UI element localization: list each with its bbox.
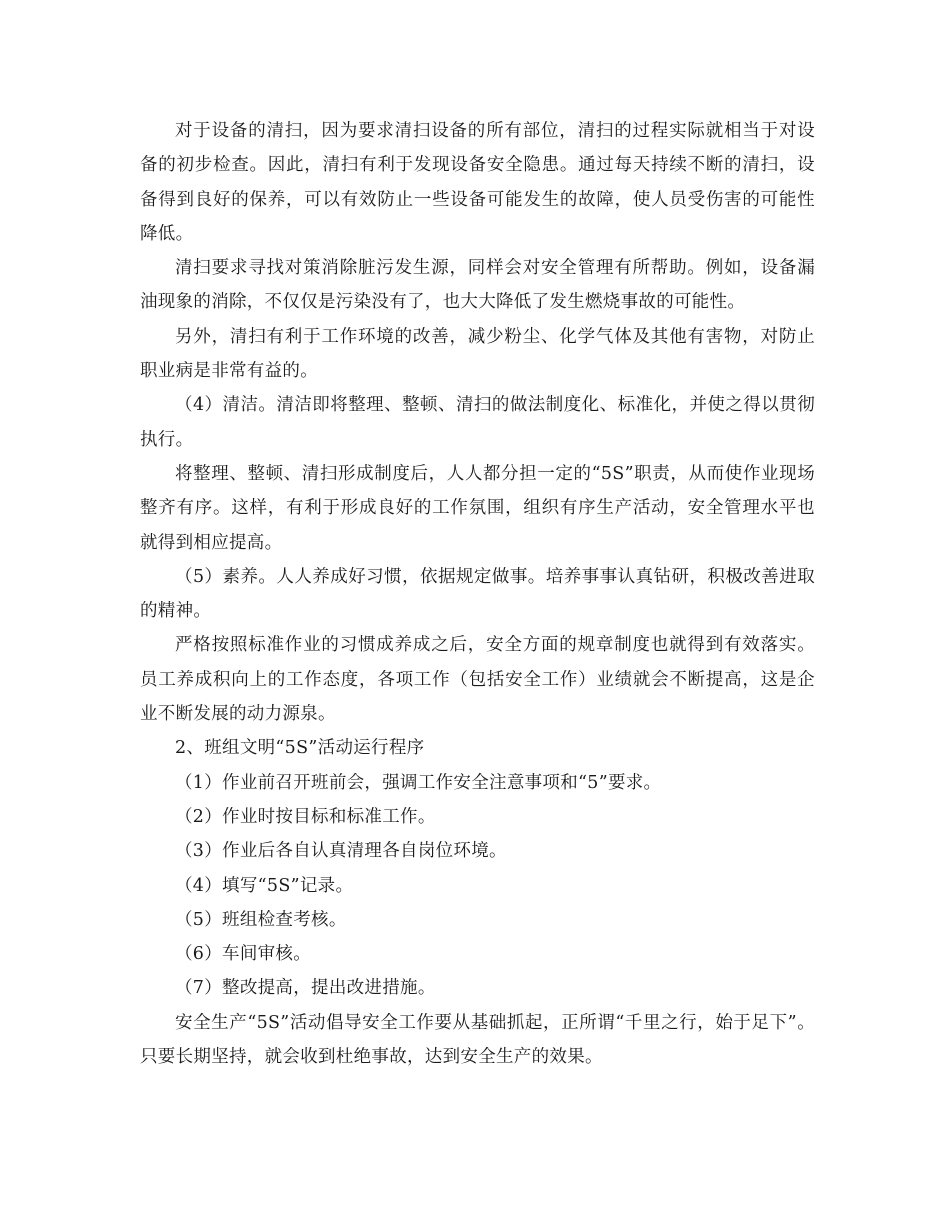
paragraph-conclusion: 安全生产“5S”活动倡导安全工作要从基础抓起，正所谓“千里之行，始于足下”。只要长期坚持，就会收到杜绝事故，达到安全生产的效果。: [140, 1012, 815, 1068]
procedure-step-4: （4）填写“5S”记录。: [175, 875, 354, 896]
procedure-step-6: （6）车间审核。: [175, 944, 312, 965]
paragraph-shitsuke-detail: 严格按照标准作业的习惯成养成之后，安全方面的规章制度也就得到有效落实。员工养成积向上的工作态度，各项工作（包括安全工作）业绩就会不断提高，这是企业不断发展的动力源泉。: [140, 635, 815, 725]
paragraph-cleaning-source: 清扫要求寻找对策消除脏污发生源，同样会对安全管理有所帮助。例如，设备漏油现象的消除，不仅仅是污染没有了，也大大降低了发生燃烧事故的可能性。: [140, 258, 815, 313]
procedure-step-2: （2）作业时按目标和标准工作。: [175, 806, 436, 827]
procedure-step-7: （7）整改提高，提出改进措施。: [175, 978, 436, 999]
paragraph-seiketsu-detail: 将整理、整顿、清扫形成制度后，人人都分担一定的“5S”职责，从而使作业现场整齐有序。这样，有利于形成良好的工作氛围，组织有序生产活动，安全管理水平也就得到相应提高。: [140, 463, 815, 553]
paragraph-item-5-shitsuke: （5）素养。人人养成好习惯，依据规定做事。培养事事认真钻研，积极改善进取的精神。: [140, 566, 815, 622]
paragraph-item-4-seiketsu: （4）清洁。清洁即将整理、整顿、清扫的做法制度化、标准化，并使之得以贯彻执行。: [140, 395, 815, 450]
paragraph-cleaning-equipment: 对于设备的清扫，因为要求清扫设备的所有部位，清扫的过程实际就相当于对设备的初步检查。因此，清扫有利于发现设备安全隐患。通过每天持续不断的清扫，设备得到良好的保养，可以有效防止一些设备可能发生的故障，使人员受伤害的可能性降低。: [140, 121, 815, 244]
procedure-step-5: （5）班组检查考核。: [175, 909, 347, 930]
document-body: [140, 114, 815, 1074]
procedure-step-1: （1）作业前召开班前会，强调工作安全注意事项和“5”要求。: [175, 772, 662, 793]
paragraph-cleaning-environment: 另外，清扫有利于工作环境的改善，减少粉尘、化学气体及其他有害物，对防止职业病是非常有益的。: [140, 326, 815, 382]
procedure-step-3: （3）作业后各自认真清理各自岗位环境。: [175, 841, 507, 862]
section-heading-procedure: 2、班组文明“5S”活动运行程序: [175, 738, 425, 759]
